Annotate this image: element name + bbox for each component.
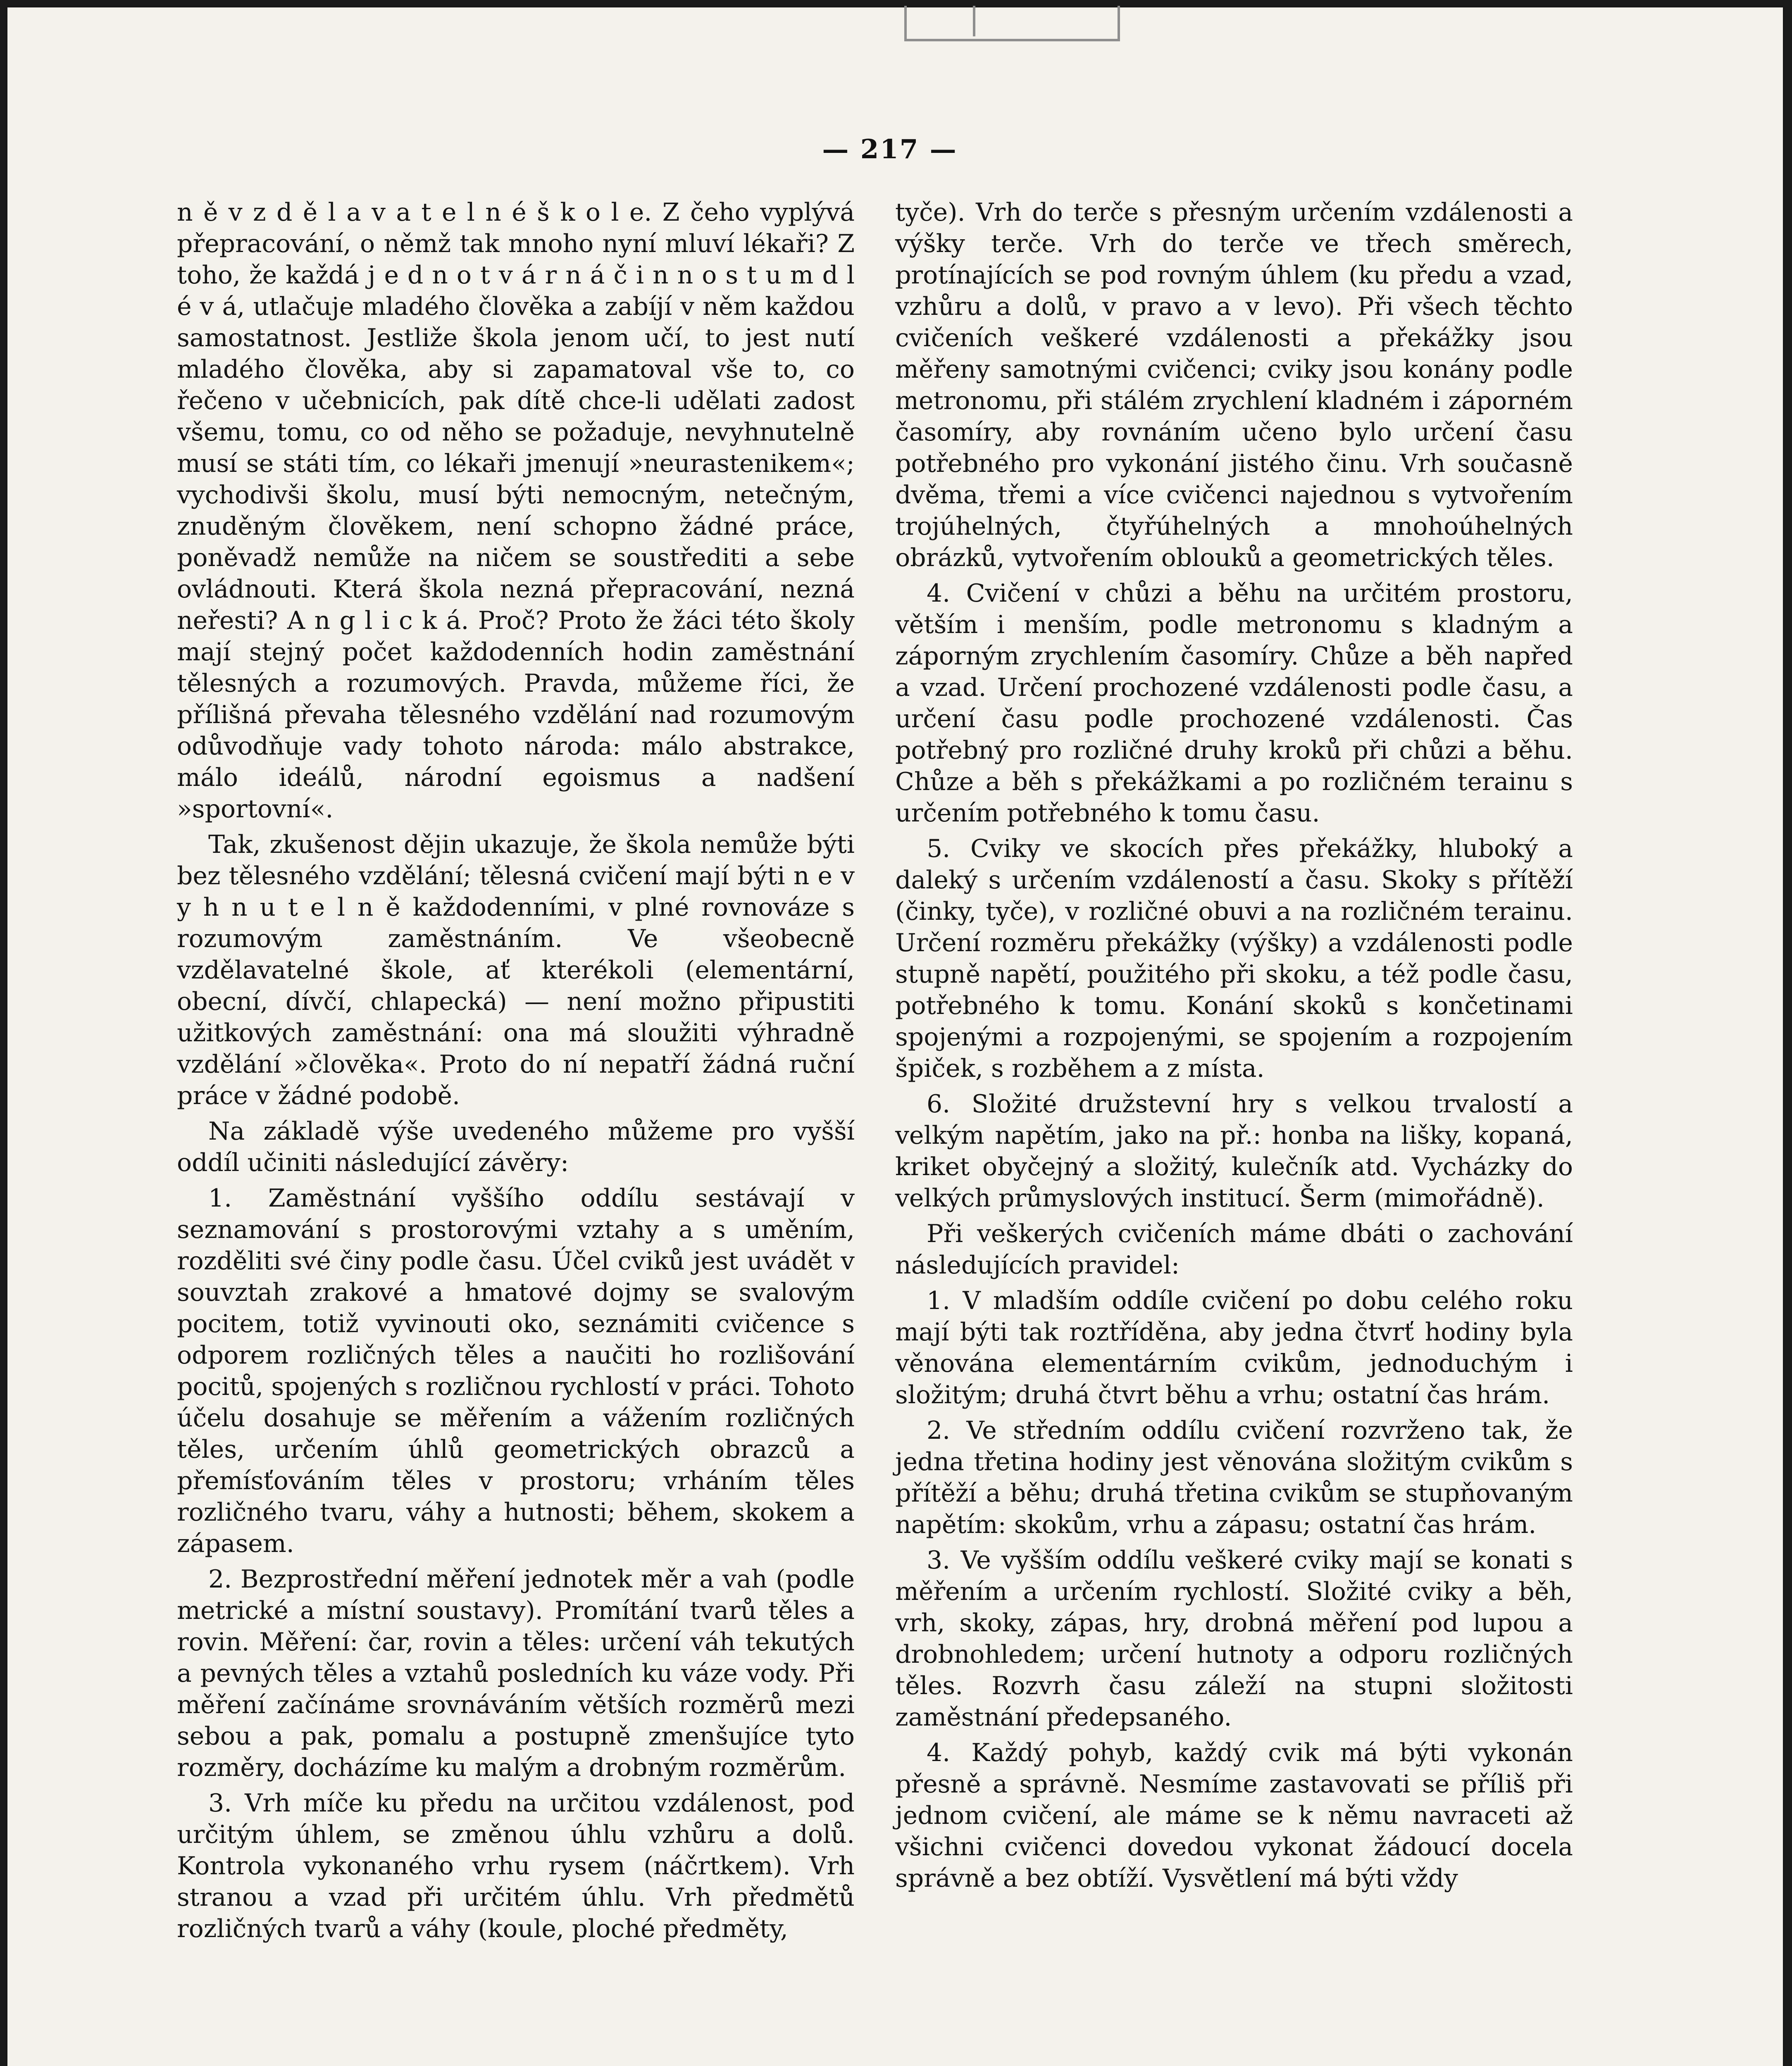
paragraph: n ě v z d ě l a v a t e l n é š k o l e. Z čeho vyplývá přepracování, o němž tak mnoho nyní mluví lékaři? Z toho, že každá j e d n o t v á r n á č i n n o s t u m d l é v á, utlačuje mladého člověka a zabíjí v něm každou samostatnost. Jestliže škola jenom učí, to jest nutí mladého člověka, aby si zapamatoval vše to, co řečeno v učebnicích, pak dítě chce-li udělati zadost všemu, tomu, co od něho se požaduje, nevyhnutelně musí se státi tím, co lékaři jmenují »neurastenikem«; vychodivši školu, musí býti nemocným, netečným, znuděným člověkem, není schopno žádné práce, poněvadž nemůže na ničem se soustřediti a sebe ovládnouti. Která škola nezná přepracování, nezná neřesti? A n g l i c k á. Proč? Proto že žáci této školy mají stejný počet každodenních hodin zaměstnání tělesných a rozumových. Pravda, můžeme říci, že přílišná převaha tělesného vzdělání nad rozumovým odůvodňuje vady tohoto národa: málo abstrakce, málo ideálů, národní egoismus a nadšení »sportovní«. <box>177 198 855 824</box>
paragraph: 3. Ve vyšším oddílu veškeré cviky mají se konati s měřením a určením rychlostí. Složité cviky a běh, vrh, skoky, zápas, hry, drobná měření pod lupou a drobnohledem; určení hutnoty a odporu rozličných těles. Rozvrh času záleží na stupni složitosti zaměstnání předepsaného. <box>895 1546 1573 1732</box>
page-number: — 217 — <box>822 134 958 165</box>
paragraph: Při veškerých cvičeních máme dbáti o zachování následujících pravidel: <box>895 1219 1573 1280</box>
paragraph: 5. Cviky ve skocích přes překážky, hluboký a daleký s určením vzdáleností a času. Skoky s přítěží (činky, tyče), v rozličné obuvi a na rozličném terainu. Určení rozměru překážky (výšky) a vzdálenosti podle stupně napětí, použitého při skoku, a též podle času, potřebného k tomu. Konání skoků s končetinami spojenými a rozpojenými, se spojením a rozpojením špiček, s rozběhem a z místa. <box>895 834 1573 1083</box>
left-column <box>177 197 855 1949</box>
paragraph: tyče). Vrh do terče s přesným určením vzdálenosti a výšky terče. Vrh do terče ve třech směrech, protínajících se pod rovným úhlem (ku předu a vzad, vzhůru a dolů, v pravo a v levo). Při všech těchto cvičeních veškeré vzdálenosti a překážky jsou měřeny samotnými cvičenci; cviky jsou konány podle metronomu, při stálém zrychlení kladném i záporném časomíry, aby rovnáním učeno bylo určení času potřebného pro vykonání jistého činu. Vrh současně dvěma, třemi a více cvičenci najednou s vytvořením trojúhelných, čtyřúhelných a mnohoúhelných obrázků, vytvořením oblouků a geometrických těles. <box>895 198 1573 572</box>
paragraph: 4. Každý pohyb, každý cvik má býti vykonán přesně a správně. Nesmíme zastavovati se příliš při jednom cvičení, ale máme se k němu navraceti až všichni cvičenci dovedou vykonat žádoucí docela správně a bez obtíží. Vysvětlení má býti vždy <box>895 1738 1573 1893</box>
paragraph: 6. Složité družstevní hry s velkou trvalostí a velkým napětím, jako na př.: honba na lišky, kopaná, kriket obyčejný a složitý, kulečník atd. Vycházky do velkých průmyslových institucí. Šerm (mimořádně). <box>895 1090 1573 1213</box>
right-column <box>895 197 1573 1898</box>
paragraph: 1. V mladším oddíle cvičení po dobu celého roku mají býti tak roztříděna, aby jedna čtvrť hodiny byla věnována elementárním cvikům, jednoduchým i složitým; druhá čtvrt běhu a vrhu; ostatní čas hrám. <box>895 1286 1573 1409</box>
paragraph: 4. Cvičení v chůzi a běhu na určitém prostoru, větším i menším, podle metronomu s kladným a záporným zrychlením časomíry. Chůze a běh napřed a vzad. Určení prochozené vzdálenosti podle času, a určení času podle prochozené vzdálenosti. Čas potřebný pro rozličné druhy kroků při chůzi a běhu. Chůze a běh s překážkami a po rozličném terainu s určením potřebného k tomu času. <box>895 579 1573 828</box>
paragraph: 3. Vrh míče ku předu na určitou vzdálenost, pod určitým úhlem, se změnou úhlu vzhůru a dolů. Kontrola vykonaného vrhu rysem (náčrtkem). Vrh stranou a vzad při určitém úhlu. Vrh předmětů rozličných tvarů a váhy (koule, ploché předměty, <box>177 1789 855 1943</box>
paragraph: 2. Bezprostřední měření jednotek měr a vah (podle metrické a místní soustavy). Promítání tvarů těles a rovin. Měření: čar, rovin a těles: určení váh tekutých a pevných těles a vztahů posledních ku váze vody. Při měření začínáme srovnáváním větších rozměrů mezi sebou a pak, pomalu a postupně zmenšujíce tyto rozměry, docházíme ku malým a drobným rozměrům. <box>177 1565 855 1782</box>
paragraph: 1. Zaměstnání vyššího oddílu sestávají v seznamování s prostorovými vztahy a s uměním, rozděliti své činy podle času. Účel cviků jest uvádět v souvztah zrakové a hmatové dojmy se svalovým pocitem, totiž vyvinouti oko, seznámiti cvičence s odporem rozličných těles a naučiti ho rozlišování pocitů, spojených s rozličnou rychlostí v práci. Tohoto účelu dosahuje se měřením a vážením rozličných těles, určením úhlů geometrických obrazců a přemísťováním těles v prostoru; vrháním těles rozličného tvaru, váhy a hutnosti; během, skokem a zápasem. <box>177 1184 855 1558</box>
page-tab-mark <box>904 6 1120 41</box>
paragraph: Tak, zkušenost dějin ukazuje, že škola nemůže býti bez tělesného vzdělání; tělesná cvičení mají býti n e v y h n u t e l n ě každodenními, v plné rovnováze s rozumovým zaměstnáním. Ve všeobecně vzdělavatelné škole, ať kterékoli (elementární, obecní, dívčí, chlapecká) — není možno připustiti užitkových zaměstnání: ona má sloužiti výhradně vzdělání »člověka«. Proto do ní nepatří žádná ruční práce v žádné podobě. <box>177 830 855 1110</box>
paragraph: 2. Ve středním oddílu cvičení rozvrženo tak, že jedna třetina hodiny jest věnována složitým cvikům s přítěží a běhu; druhá třetina cvikům se stupňovaným napětím: skokům, vrhu a zápasu; ostatní čas hrám. <box>895 1416 1573 1539</box>
paragraph: Na základě výše uvedeného můžeme pro vyšší oddíl učiniti následující závěry: <box>177 1117 855 1177</box>
page <box>7 7 1783 2066</box>
